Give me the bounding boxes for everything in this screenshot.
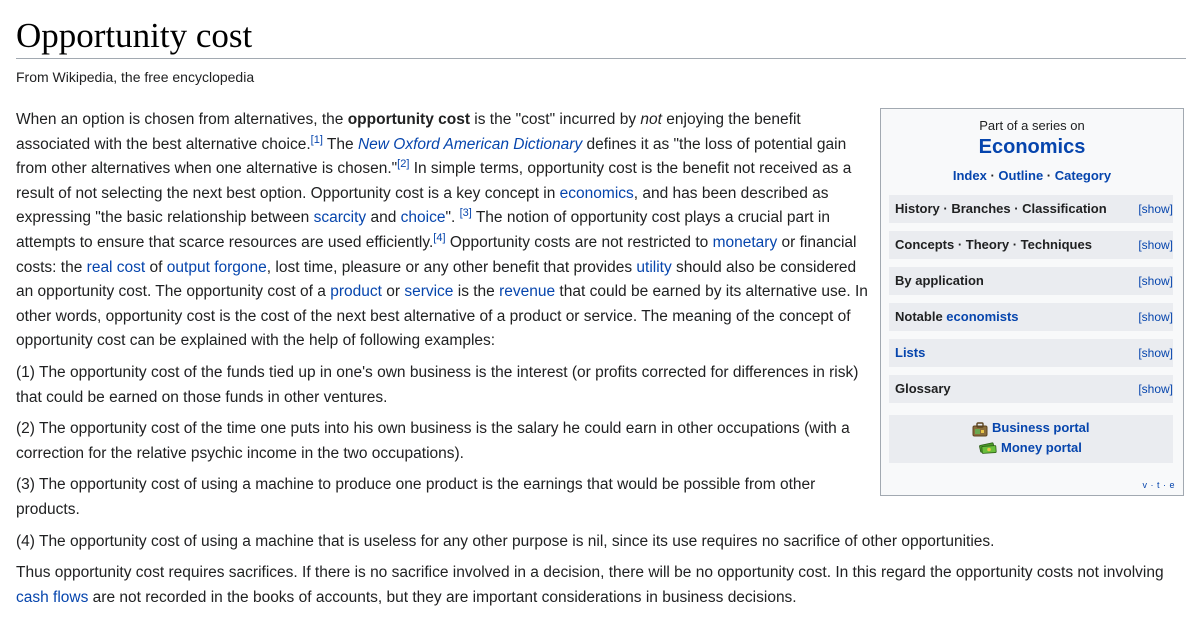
index-link[interactable]: Index <box>952 168 987 183</box>
row-label-notable <box>895 309 1019 325</box>
intro-text: In simple terms, opportunity cost is the benefit not received as a result of not selecting the next best option. Opportunity cost is a key concept in <box>16 160 852 202</box>
show-toggle-concepts[interactable]: [show] <box>1138 238 1173 252</box>
nav-separator: · <box>986 168 999 183</box>
economics-sidebar-infobox <box>880 108 1184 496</box>
utility-link[interactable]: utility <box>636 258 672 276</box>
intro-text: When an option is chosen from alternatives, the <box>16 111 348 128</box>
show-toggle-history[interactable]: [show] <box>1138 202 1173 216</box>
infobox-portals <box>889 415 1173 463</box>
intro-text: , and has been described as expressing "the basic relationship between <box>16 184 829 227</box>
row-label-glossary: Glossary <box>895 381 951 396</box>
monetary-link[interactable]: monetary <box>712 233 778 251</box>
intro-text: The <box>322 135 358 153</box>
intro-text: and <box>366 209 401 227</box>
closing-text: Thus opportunity cost requires sacrifices. If there is no sacrifice involved in a decision, there will be no opportunity cost. In this regard the opportunity costs not involving <box>16 564 1164 582</box>
reference-4-link[interactable]: [4] <box>433 231 446 244</box>
product-link[interactable]: product <box>330 283 382 301</box>
scarcity-link[interactable]: scarcity <box>313 209 367 227</box>
new-oxford-dictionary-link[interactable]: New Oxford American Dictionary <box>357 135 583 153</box>
reference-3-link[interactable]: [3] <box>459 207 472 220</box>
lists-link[interactable]: Lists <box>895 345 926 360</box>
infobox-row-lists[interactable] <box>889 339 1173 367</box>
intro-text: Opportunity costs are not restricted to <box>445 233 713 251</box>
example-3-paragraph: (3) The opportunity cost of using a machine to produce one product is the earnings that would be possible from other products. <box>16 476 816 518</box>
intro-text: is the "cost" incurred by <box>470 111 641 128</box>
row-label-history: History · Branches · Classification <box>895 201 1107 216</box>
intro-text: , lost time, pleasure or any other benefit that provides <box>266 258 637 276</box>
site-tagline: From Wikipedia, the free encyclopedia <box>16 69 255 85</box>
infobox-view-talk-edit-links[interactable]: v · t · e <box>1142 480 1175 490</box>
intro-italic-word: not <box>640 111 662 128</box>
intro-text: is the <box>453 283 500 301</box>
example-1-paragraph: (1) The opportunity cost of the funds tied up in one's own business is the interest (or profits corrected for differences in risk) that could be earned on those funds in other ventures. <box>16 363 859 406</box>
intro-bold-term: opportunity cost <box>347 111 470 128</box>
intro-text: that could be earned by its alternative use. In other words, opportunity cost is the cost of the next best alternative of a product or service. The meaning of the concept of opportunity cost can be explained with the help of following examples: <box>16 283 868 350</box>
infobox-row-history[interactable] <box>889 195 1173 223</box>
service-link[interactable]: service <box>404 283 454 301</box>
row-label-application: By application <box>895 273 984 288</box>
intro-paragraph <box>16 108 868 354</box>
intro-text: or <box>381 283 405 301</box>
business-portal-link[interactable]: Business portal <box>992 420 1090 435</box>
title-divider <box>16 58 1186 59</box>
row-label-concepts: Concepts · Theory · Techniques <box>895 237 1092 252</box>
infobox-row-application[interactable] <box>889 267 1173 295</box>
output-forgone-link[interactable]: output forgone <box>166 258 267 276</box>
intro-text: The notion of opportunity cost plays a crucial part in attempts to ensure that scarce resources are used efficiently. <box>16 209 830 251</box>
economics-link[interactable]: economics <box>559 184 634 202</box>
notable-prefix: Notable <box>895 309 947 324</box>
infobox-series-caption: Part of a series on <box>979 118 1085 133</box>
show-toggle-application[interactable]: [show] <box>1138 274 1173 288</box>
reference-1-link[interactable]: [1] <box>310 133 323 146</box>
show-toggle-glossary[interactable]: [show] <box>1138 382 1173 396</box>
infobox-title-economics-link[interactable]: Economics <box>978 136 1086 158</box>
example-2-paragraph: (2) The opportunity cost of the time one puts into his own business is the salary he could earn in other occupations (with a correction for the relative psychic income in the two occupations). <box>16 420 850 462</box>
cash-flows-link[interactable]: cash flows <box>16 588 89 606</box>
closing-paragraph <box>16 561 1186 610</box>
show-toggle-lists[interactable]: [show] <box>1138 346 1173 360</box>
intro-text: ". <box>445 209 460 227</box>
infobox-row-glossary[interactable] <box>889 375 1173 403</box>
intro-text: or financial costs: the <box>16 233 857 276</box>
nav-separator: · <box>1043 168 1055 183</box>
business-portal-icon <box>971 420 989 438</box>
intro-text: of <box>145 258 167 276</box>
reference-2-link[interactable]: [2] <box>397 158 410 171</box>
infobox-row-concepts[interactable] <box>889 231 1173 259</box>
infobox-nav-links <box>881 167 1183 185</box>
show-toggle-notable[interactable]: [show] <box>1138 310 1173 324</box>
closing-text: are not recorded in the books of accounts, but they are important considerations in business decisions. <box>88 588 797 606</box>
page-title: Opportunity cost <box>16 16 253 55</box>
money-portal-link[interactable]: Money portal <box>1001 440 1082 455</box>
category-link[interactable]: Category <box>1054 168 1112 183</box>
outline-link[interactable]: Outline <box>998 168 1044 183</box>
intro-text: defines it as "the loss of potential gain from other alternatives when one alternative is chosen." <box>16 135 847 178</box>
economists-link[interactable]: economists <box>946 309 1019 324</box>
example-4-paragraph: (4) The opportunity cost of using a machine that is useless for any other purpose is nil, since its use requires no sacrifice of other opportunities. <box>16 532 995 550</box>
intro-text: should also be considered an opportunity cost. The opportunity cost of a <box>16 258 857 301</box>
real-cost-link[interactable]: real cost <box>86 258 146 276</box>
money-portal-icon <box>979 441 997 455</box>
intro-text: enjoying the benefit associated with the best alternative choice. <box>16 111 801 153</box>
choice-link[interactable]: choice <box>400 209 446 227</box>
revenue-link[interactable]: revenue <box>499 283 556 301</box>
infobox-row-notable[interactable] <box>889 303 1173 331</box>
